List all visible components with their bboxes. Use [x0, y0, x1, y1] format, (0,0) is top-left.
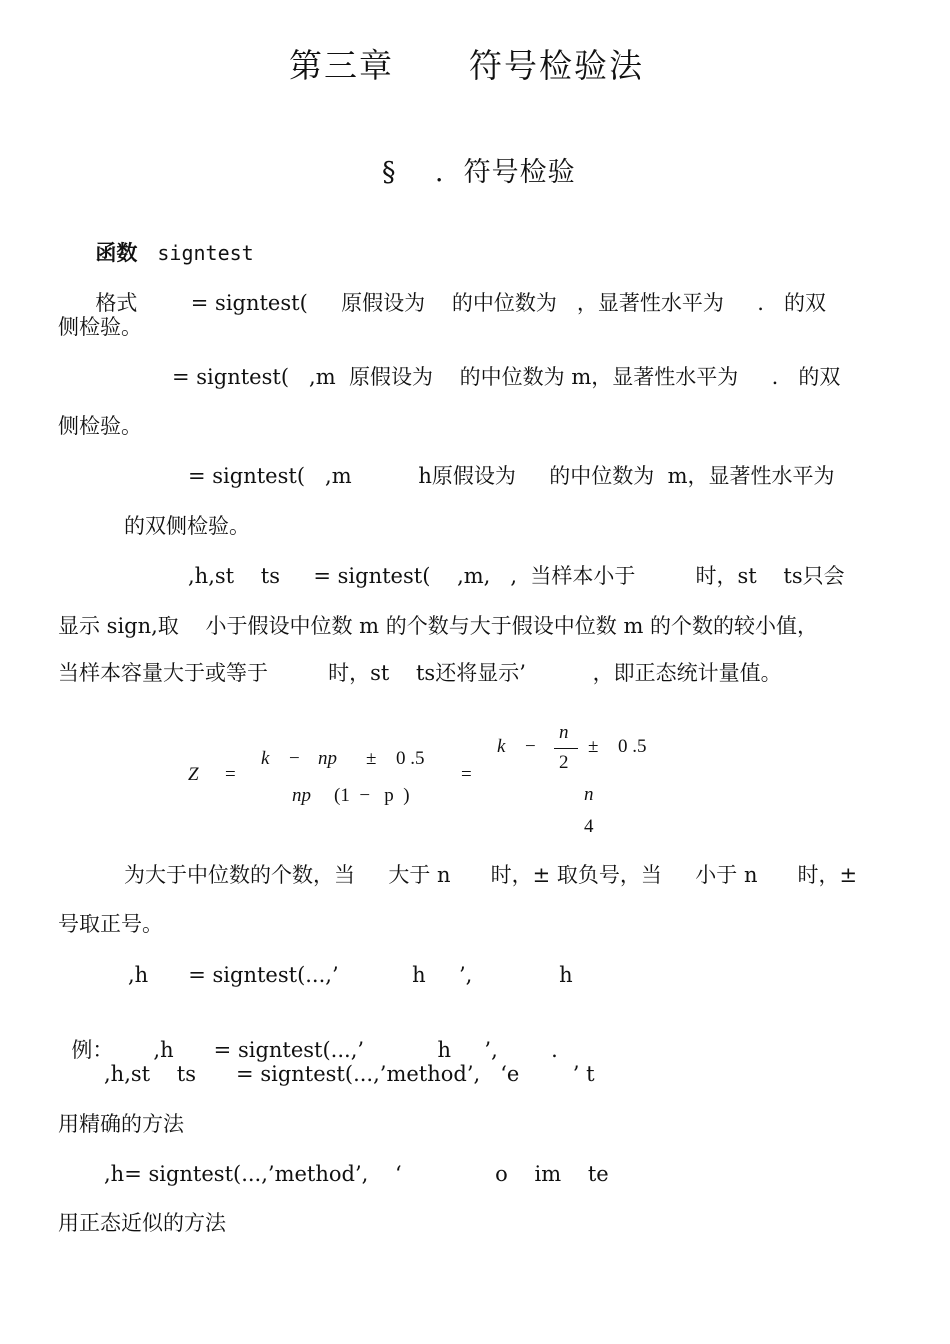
formula-num2-half: 0 .5: [618, 736, 647, 757]
section-title: § . 符号检验: [382, 157, 576, 188]
formula-den1-np: np: [292, 785, 311, 806]
usage-line-4-desc: 用正态近似的方法: [58, 1211, 226, 1235]
explanation-line-cont: 号取正号。: [58, 912, 163, 936]
syntax-line-4-cont: 显示 sign,取 小于假设中位数 m 的个数与大于假设中位数 m 的个数的较小值，: [58, 614, 819, 638]
usage-line-3: ,h,st ts = signtest(...,’method’, ‘e ’ t: [104, 1062, 595, 1086]
syntax-line-2: = signtest( ,m 原假设为 的中位数为 m，显著性水平为 . 的双: [172, 365, 841, 389]
usage-line-1: ,h = signtest(...,’ h ’, h: [128, 963, 573, 987]
syntax-line-1: = signtest( 原假设为 的中位数为 ，显著性水平为 . 的双: [190, 291, 826, 315]
formula-num2-2: 2: [559, 752, 569, 773]
formula-eq1: =: [225, 764, 236, 785]
syntax-line-4-cont2: 当样本容量大于或等于 时，st ts还将显示’ ，即正态统计量值。: [58, 661, 782, 685]
syntax-line-3: = signtest( ,m h原假设为 的中位数为 m，显著性水平为: [188, 464, 835, 488]
formula-inner-fraction-bar: [554, 748, 578, 749]
usage-line-3-desc: 用精确的方法: [58, 1112, 184, 1136]
formula-num1-pm: ±: [366, 748, 377, 769]
formula-num1-k: k: [261, 748, 270, 769]
formula-num2-pm: ±: [588, 736, 599, 757]
formula-num2-k: k: [497, 736, 506, 757]
syntax-line-3-cont: 的双侧检验。: [124, 514, 250, 538]
formula-z: Z: [188, 764, 199, 785]
formula-num2-n: n: [559, 722, 569, 743]
syntax-line-1-cont: 侧检验。: [58, 315, 142, 339]
format-line: [82, 264, 826, 316]
function-name: signtest: [157, 241, 254, 265]
example-line: [58, 1011, 558, 1063]
formula-num1-half: 0 .5: [396, 748, 425, 769]
formula-num2-minus: −: [525, 736, 536, 757]
formula-eq2: =: [461, 764, 472, 785]
format-label: 格式: [95, 291, 138, 315]
example-label: 例：: [71, 1038, 114, 1062]
usage-line-2: ,h = signtest(...,’ h ’, .: [153, 1038, 558, 1062]
explanation-line: 为大于中位数的个数，当 大于 n 时，± 取负号，当 小于 n 时，±: [124, 863, 858, 887]
function-line: [82, 214, 254, 266]
function-label: 函数: [95, 240, 138, 265]
formula-num1-np: np: [318, 748, 337, 769]
formula-den2-4: 4: [584, 816, 594, 837]
formula-den2-n: n: [584, 784, 594, 805]
syntax-line-2-cont: 侧检验。: [58, 414, 142, 438]
formula-num1-minus: −: [289, 748, 300, 769]
usage-line-4: ,h= signtest(...,’method’, ‘ o im te: [104, 1162, 609, 1186]
chapter-title: 第三章 符号检验法: [289, 46, 644, 85]
syntax-line-4: ,h,st ts = signtest( ,m, , 当样本小于 时，st ts只会: [188, 564, 845, 588]
formula-den1-rest: (1 − p ): [334, 785, 410, 806]
